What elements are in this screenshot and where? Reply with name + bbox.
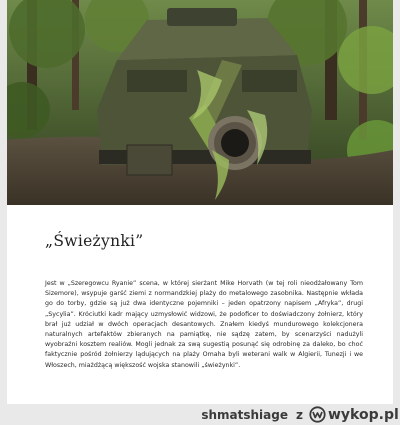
article-body: Jest w „Szeregowcu Ryanie” scena, w której sierżant Mike Horvath (w tej roli nieodżałowany Tom Sizemore), wsypuje garść ziemi z normandzkiej plaży do metalowego zasobnika. Następnie wkłada go do torby, gdzie są już dwa identyczne pojemniki – jeden opatrzony napisem „Afryka”, drugi „Sycylia”. Króciutki kadr mający uzmysłowić widzowi, że podoficer to doświadczony żołnierz, który brał już udział w dwóch operacjach desantowych. Znałem kiedyś mundurowego kolekcjonera naturalnych artefaktów zbieranych na pamiątkę, nie sądzę zatem, by scenarzyści nadużyli wyobraźni kosztem realiów. Mogli jednak za swą sugestią posunąć się odrobinę za daleko, bo choć faktycznie pośród żołnierzy lądujących na plaży Omaha byli weterani walk w Algierii, Tunezji i we Włoszech, miażdżącą większość wojska stanowili „świeżynki”. bbox=[45, 280, 363, 369]
article-card bbox=[7, 0, 393, 404]
source-separator: z bbox=[296, 408, 303, 422]
tank-photo bbox=[7, 0, 393, 205]
username-link[interactable]: shmatshiage bbox=[201, 408, 288, 422]
wykop-logo-icon bbox=[309, 406, 326, 423]
article-title: „Świeżynki” bbox=[45, 232, 144, 250]
wykop-brand-text: wykop.pl bbox=[328, 406, 399, 423]
tank-image bbox=[7, 0, 393, 205]
wykop-brand-link[interactable] bbox=[309, 406, 399, 423]
footer-bar bbox=[0, 404, 400, 425]
